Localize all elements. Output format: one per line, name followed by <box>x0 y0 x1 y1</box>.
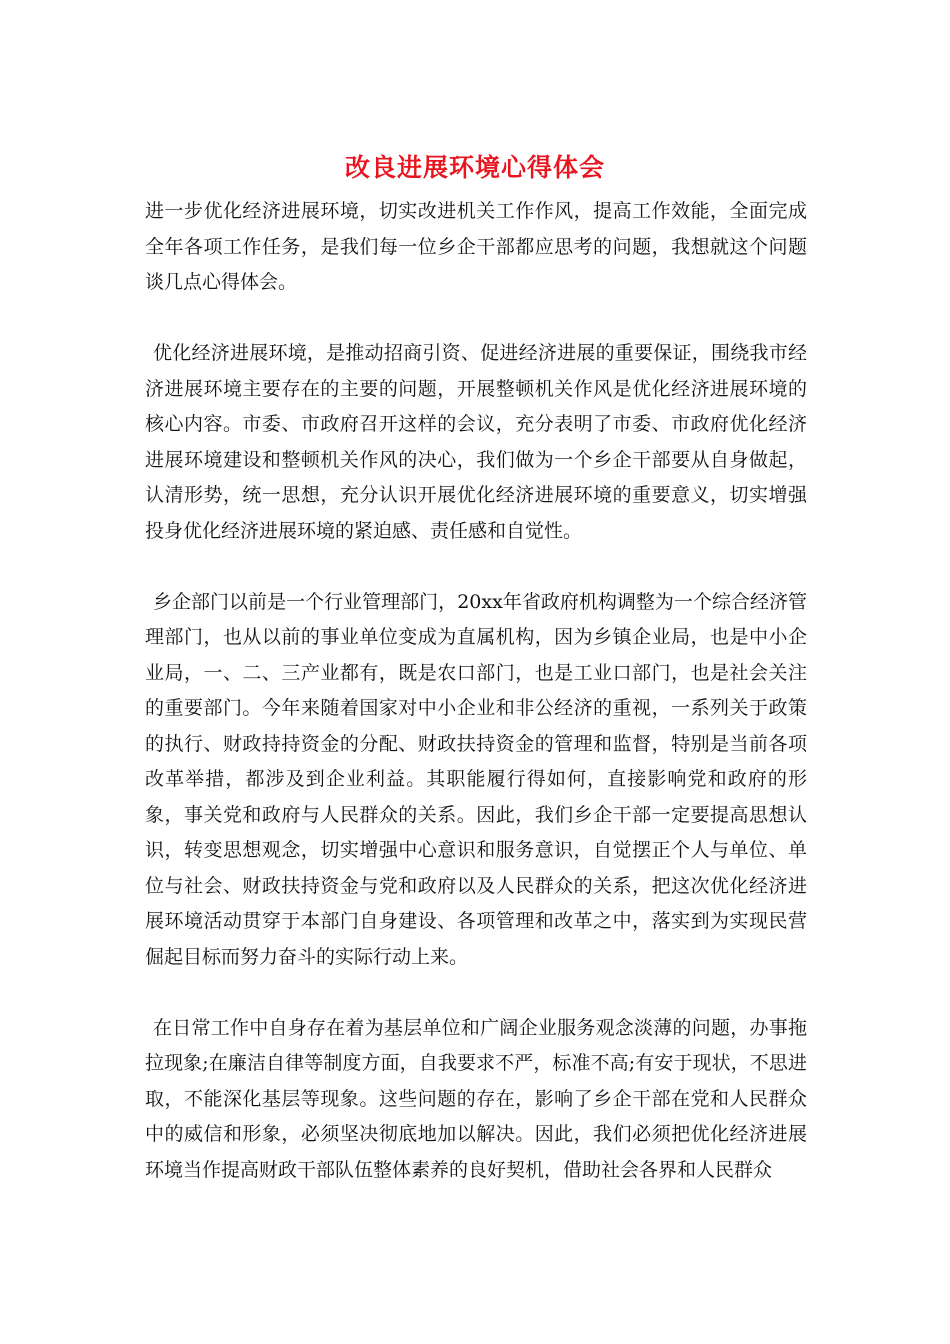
paragraph-1: 进一步优化经济进展环境，切实改进机关工作作风，提高工作效能，全面完成全年各项工作任务，是我们每一位乡企干部都应思考的问题，我想就这个问题谈几点心得体会。 <box>145 200 807 293</box>
paragraph-3: 乡企部门以前是一个行业管理部门，20xx年省政府机构调整为一个综合经济管理部门，也从以前的事业单位变成为直属机构，因为乡镇企业局，也是中小企业局，一、二、三产业都有，既是农口部门，也是工业口部门，也是社会关注的重要部门。今年来随着国家对中小企业和非公经济的重视，一系列关于政策的执行、财政持持资金的分配、财政扶持资金的管理和监督，特别是当前各项改革举措，都涉及到企业利益。其职能履行得如何，直接影响党和政府的形象，事关党和政府与人民群众的关系。因此，我们乡企干部一定要提高思想认识，转变思想观念，切实增强中心意识和服务意识，自觉摆正个人与单位、单位与社会、财政扶持资金与党和政府以及人民群众的关系，把这次优化经济进展环境活动贯穿于本部门自身建设、各项管理和改革之中，落实到为实现民营倔起目标而努力奋斗的实际行动上来。 <box>145 590 807 968</box>
paragraph-4: 在日常工作中自身存在着为基层单位和广阔企业服务观念淡薄的问题，办事拖拉现象;在廉洁自律等制度方面，自我要求不严，标准不高;有安于现状，不思进取，不能深化基层等现象。这些问题的存在，影响了乡企干部在党和人民群众中的威信和形象，必须坚决彻底地加以解决。因此，我们必须把优化经济进展环境当作提高财政干部队伍整体素养的良好契机，借助社会各界和人民群众 <box>145 1016 807 1181</box>
paragraph-2: 优化经济进展环境，是推动招商引资、促进经济进展的重要保证，围绕我市经济进展环境主要存在的主要的问题，开展整顿机关作风是优化经济进展环境的核心内容。市委、市政府召开这样的会议，充分表明了市委、市政府优化经济进展环境建设和整顿机关作风的决心，我们做为一个乡企干部要从自身做起，认清形势，统一思想，充分认识开展优化经济进展环境的重要意义，切实增强投身优化经济进展环境的紧迫感、责任感和自觉性。 <box>145 342 807 542</box>
document-title: 改良进展环境心得体会 <box>344 153 605 182</box>
document-body <box>145 194 807 1224</box>
